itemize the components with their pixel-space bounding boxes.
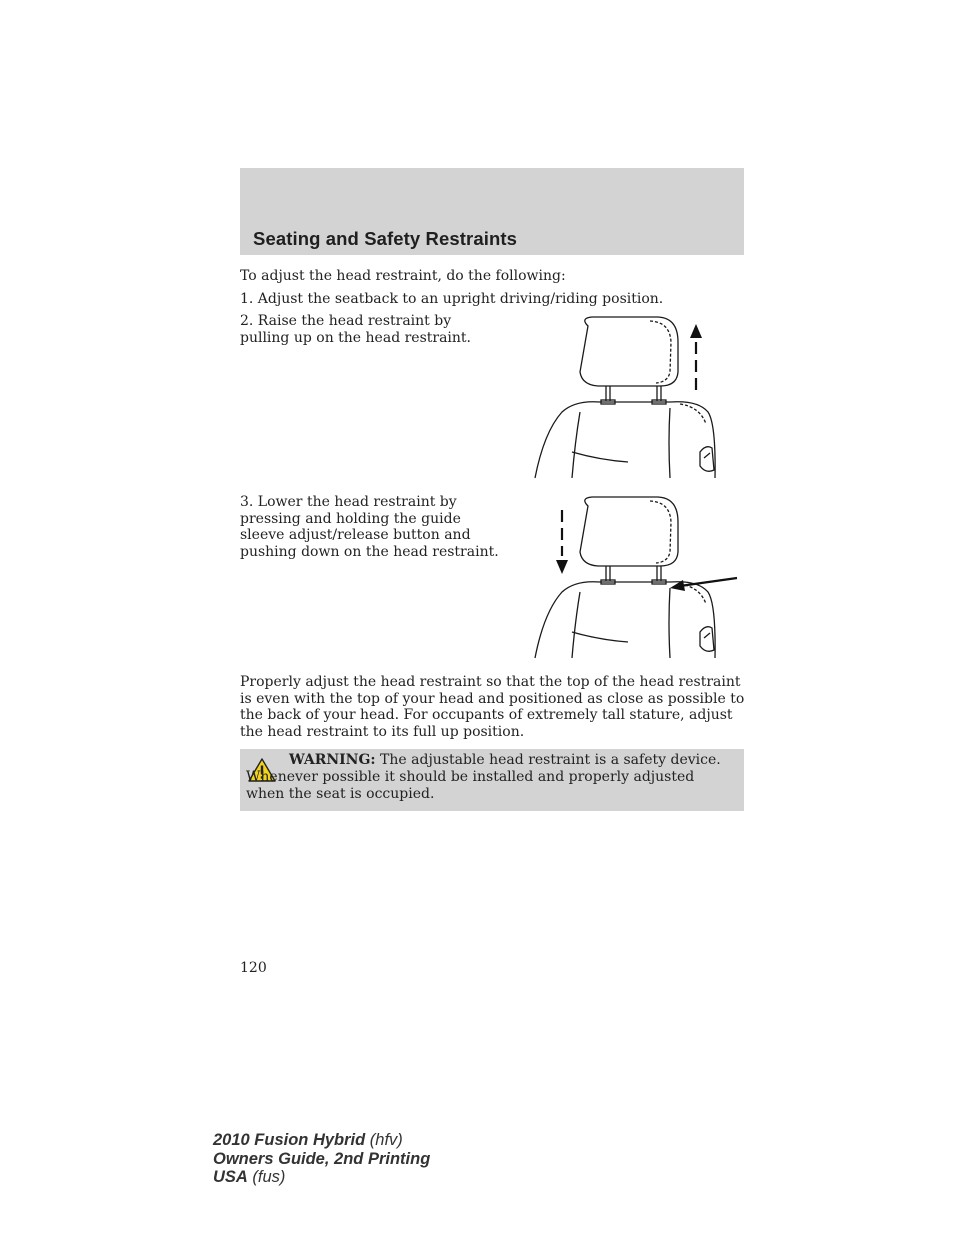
footer-line-3 bbox=[213, 1168, 430, 1187]
footer-line-1 bbox=[213, 1131, 430, 1150]
warning-box bbox=[240, 749, 744, 811]
adjustment-paragraph: Properly adjust the head restraint so that the top of the head restraint is even with the top of your head and positioned as close as possible to the back of your head. For occupants of extremely tall stature, adjust the head restraint to its full up position. bbox=[240, 674, 745, 740]
footer-line-2: Owners Guide, 2nd Printing bbox=[213, 1149, 431, 1168]
step-1-text: 1. Adjust the seatback to an upright driving/riding position. bbox=[240, 291, 664, 307]
footer-market-code: (fus) bbox=[247, 1168, 286, 1186]
seat-head-restraint-raise-illustration bbox=[530, 312, 740, 482]
footer-model: 2010 Fusion Hybrid bbox=[213, 1131, 366, 1149]
warning-text bbox=[246, 752, 734, 803]
page-number: 120 bbox=[240, 960, 267, 976]
warning-label: WARNING: bbox=[289, 752, 376, 768]
section-title: Seating and Safety Restraints bbox=[253, 228, 518, 249]
section-header-band bbox=[240, 168, 744, 255]
seat-head-restraint-lower-illustration bbox=[530, 492, 740, 662]
footer-market: USA bbox=[213, 1168, 248, 1186]
step-2-text: 2. Raise the head restraint by pulling up on the head restraint. bbox=[240, 313, 471, 346]
warning-body: The adjustable head restraint is a safety device. Whenever possible it should be installed and properly adjusted when the seat is occupied. bbox=[246, 752, 721, 802]
footer bbox=[213, 1131, 430, 1187]
intro-text: To adjust the head restraint, do the following: bbox=[240, 268, 566, 284]
step-3-text: 3. Lower the head restraint by pressing and holding the guide sleeve adjust/release button and pushing down on the head restraint. bbox=[240, 494, 499, 560]
footer-model-code: (hfv) bbox=[365, 1131, 403, 1149]
